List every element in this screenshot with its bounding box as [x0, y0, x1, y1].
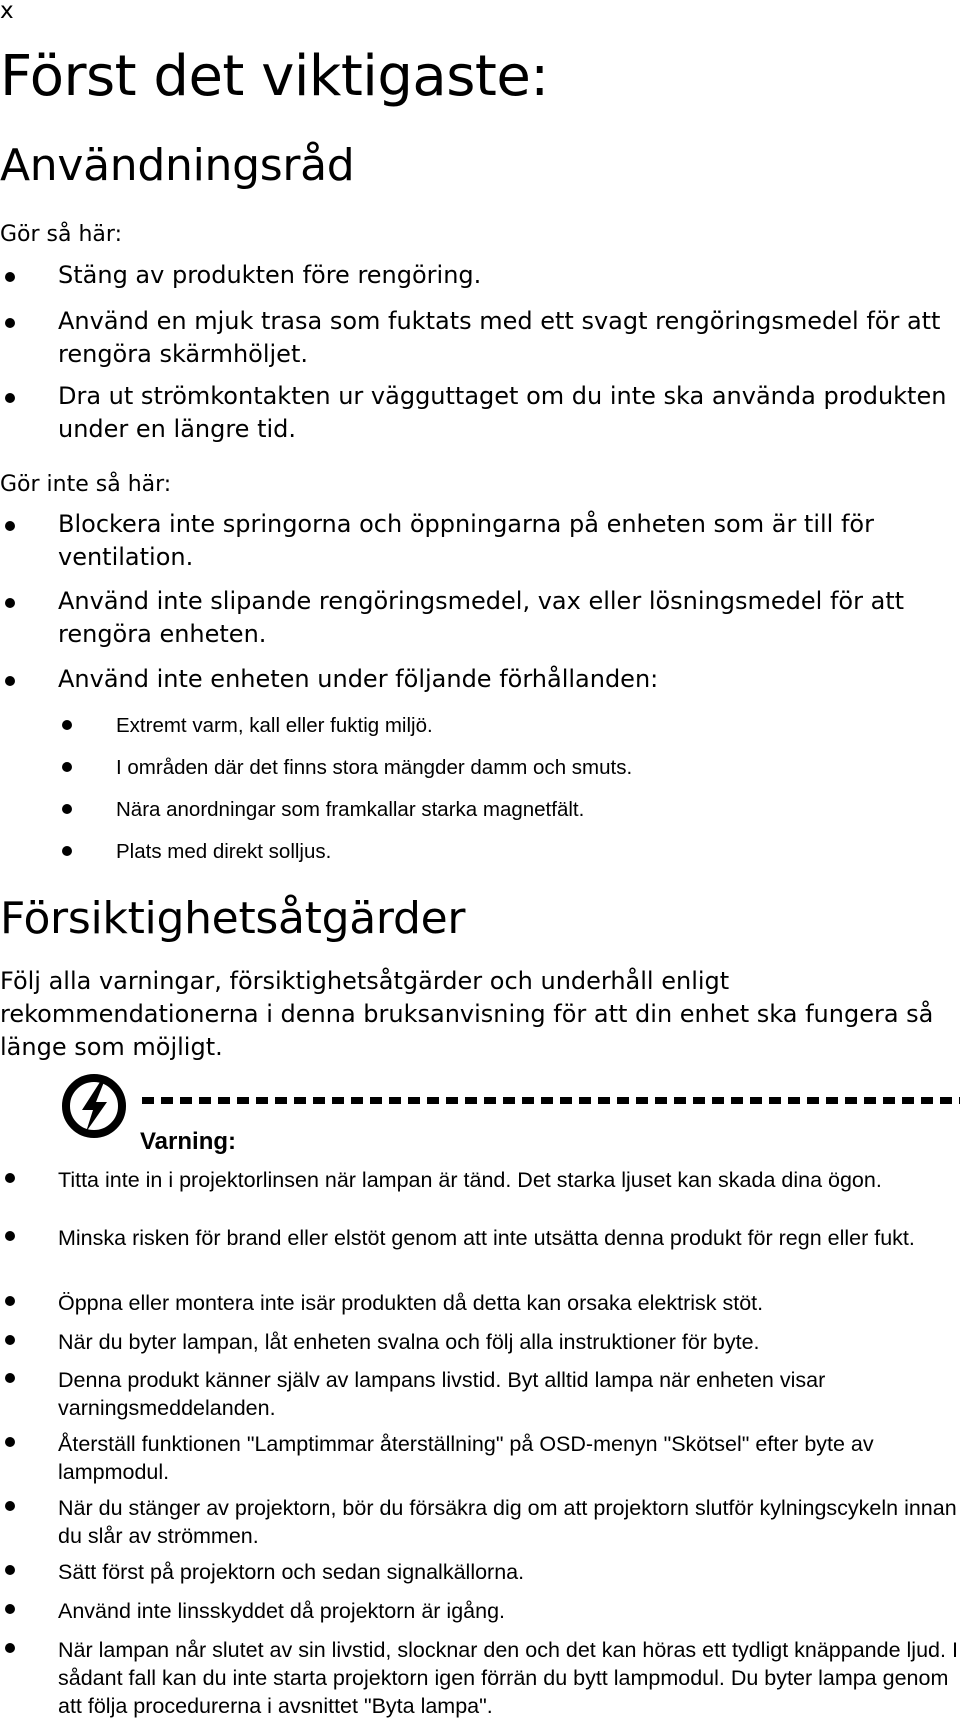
condition-item: Nära anordningar som framkallar starka magnetfält. — [116, 798, 585, 821]
bullet-icon — [5, 272, 15, 282]
warning-item: Sätt först på projektorn och sedan signalkällorna. — [58, 1560, 525, 1584]
do-item: Dra ut strömkontakten ur vägguttaget om du inte ska använda produkten under en längre tid. — [58, 382, 947, 443]
bullet-icon — [5, 1373, 15, 1383]
do-label: Gör så här: — [0, 222, 122, 247]
precautions-heading: Försiktighetsåtgärder — [0, 893, 466, 944]
do-item: Stäng av produkten före rengöring. — [58, 261, 482, 289]
bullet-icon — [62, 804, 72, 814]
bullet-icon — [5, 1643, 15, 1653]
warning-item: Titta inte in i projektorlinsen när lampan är tänd. Det starka ljuset kan skada dina ögon. — [58, 1168, 882, 1192]
bullet-icon — [5, 1335, 15, 1345]
warning-label: Varning: — [140, 1128, 237, 1155]
warning-item: När du byter lampan, låt enheten svalna och följ alla instruktioner för byte. — [58, 1330, 760, 1354]
bullet-icon — [5, 1296, 15, 1306]
bullet-icon — [62, 762, 72, 772]
lightning-warning-icon — [60, 1072, 128, 1140]
dont-item: Använd inte slipande rengöringsmedel, vax eller lösningsmedel för att rengöra enheten. — [58, 587, 905, 648]
page-title: Först det viktigaste: — [0, 44, 549, 109]
bullet-icon — [62, 720, 72, 730]
usage-heading: Användningsråd — [0, 140, 355, 191]
dont-item: Använd inte enheten under följande förhållanden: — [58, 665, 659, 693]
bullet-icon — [5, 598, 15, 608]
condition-item: Extremt varm, kall eller fuktig miljö. — [116, 714, 433, 737]
bullet-icon — [5, 393, 15, 403]
warning-item: Denna produkt känner själv av lampans livstid. Byt alltid lampa när enheten visar varningsmeddelanden. — [58, 1368, 826, 1420]
condition-item: I områden där det finns stora mängder damm och smuts. — [116, 756, 633, 779]
bullet-icon — [5, 1231, 15, 1241]
bullet-icon — [5, 521, 15, 531]
bullet-icon — [5, 1437, 15, 1447]
do-item: Använd en mjuk trasa som fuktats med ett svagt rengöringsmedel för att rengöra skärmhöljet. — [58, 307, 941, 368]
bullet-icon — [5, 1565, 15, 1575]
warning-item: Återställ funktionen "Lamptimmar återställning" på OSD-menyn "Skötsel" efter byte av lampmodul. — [58, 1432, 874, 1484]
warning-item: När du stänger av projektorn, bör du försäkra dig om att projektorn slutför kylningscykeln innan du slår av strömmen. — [58, 1496, 957, 1548]
precautions-intro: Följ alla varningar, försiktighetsåtgärder och underhåll enligt rekommendationerna i denna bruksanvisning för att din enhet ska fungera så länge som möjligt. — [0, 967, 934, 1061]
bullet-icon — [5, 318, 15, 328]
warning-divider — [142, 1097, 960, 1104]
dont-label: Gör inte så här: — [0, 472, 172, 497]
bullet-icon — [5, 1173, 15, 1183]
bullet-icon — [5, 676, 15, 686]
bullet-icon — [5, 1604, 15, 1614]
bullet-icon — [5, 1501, 15, 1511]
warning-item: Minska risken för brand eller elstöt genom att inte utsätta denna produkt för regn eller fukt. — [58, 1226, 915, 1250]
warning-item: Använd inte linsskyddet då projektorn är igång. — [58, 1599, 505, 1623]
dont-item: Blockera inte springorna och öppningarna på enheten som är till för ventilation. — [58, 510, 874, 571]
warning-item: Öppna eller montera inte isär produkten då detta kan orsaka elektrisk stöt. — [58, 1291, 764, 1315]
bullet-icon — [62, 846, 72, 856]
page-number: x — [0, 0, 14, 24]
condition-item: Plats med direkt solljus. — [116, 840, 332, 863]
warning-item: När lampan når slutet av sin livstid, slocknar den och det kan höras ett tydligt knäppande ljud. I sådant fall kan du inte starta projektorn igen förrän du bytt lampmodul. Du byter lampa genom att följa procedurerna i avsnittet "Byta lampa". — [58, 1638, 958, 1718]
